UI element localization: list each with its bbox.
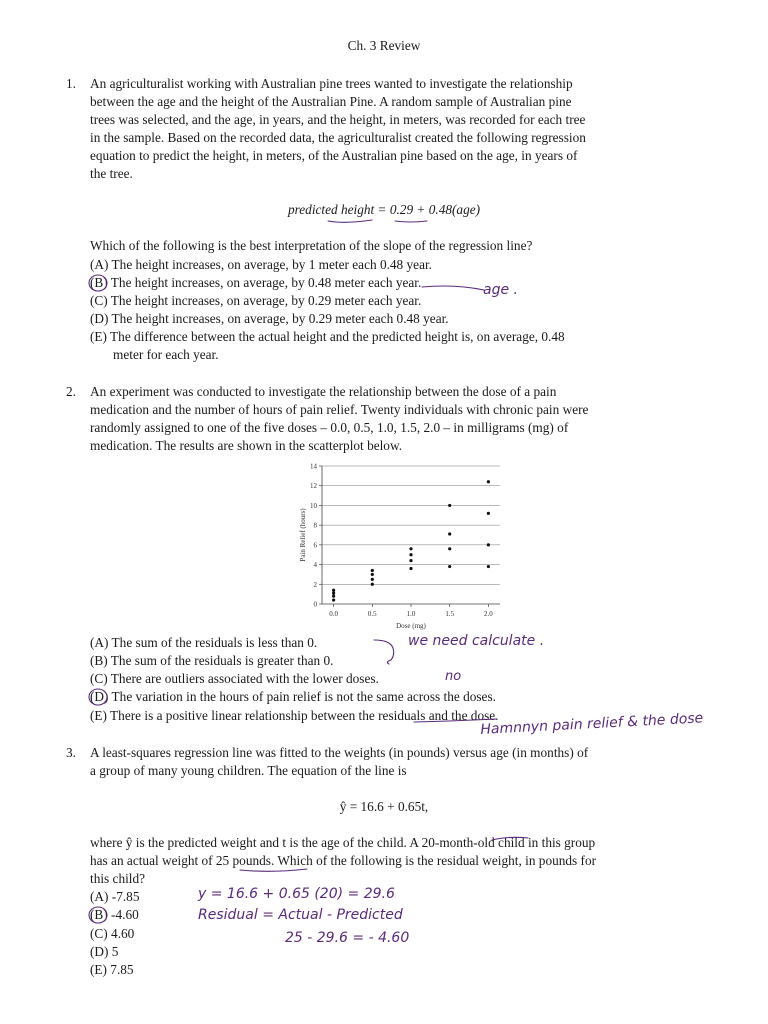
q1-option-e: (E) The difference between the actual height and the predicted height is, on average, 0.48: [90, 329, 565, 344]
q2-text-line: medication. The results are shown in the scatterplot below.: [90, 438, 403, 453]
q1-option-c: (C) The height increases, on average, by 0.29 meter each year.: [90, 293, 422, 308]
y-tick-label: 12: [310, 482, 317, 491]
question-3-number: 3.: [66, 745, 76, 760]
data-point: [409, 559, 412, 562]
q1-text-line: in the sample. Based on the recorded data, the agriculturalist created the following regression: [90, 130, 586, 145]
y-tick-label: 6: [313, 541, 317, 550]
x-tick-label: 2.0: [484, 610, 493, 618]
chart-gridlines: [322, 466, 500, 584]
handwritten-no-note: no: [445, 669, 462, 684]
q3-option-b: (B) -4.60: [90, 907, 139, 922]
q2-option-e: (E) There is a positive linear relationship between the residuals and the dose.: [90, 708, 499, 723]
pain-relief-scatterplot: [290, 458, 520, 634]
q1-text-line: the tree.: [90, 166, 133, 181]
y-tick-label: 10: [310, 501, 317, 510]
handwritten-calc-line-1: y = 16.6 + 0.65 (20) = 29.6: [198, 886, 395, 902]
q3-text-line: a group of many young children. The equation of the line is: [90, 763, 407, 778]
data-point: [487, 565, 490, 568]
y-axis-label: Pain Relief (hours): [299, 508, 307, 562]
handwritten-age-note: age .: [483, 282, 518, 298]
data-point: [409, 553, 412, 556]
page-title: Ch. 3 Review: [347, 38, 421, 53]
x-tick-label: 0.5: [367, 610, 377, 618]
data-point: [487, 543, 490, 546]
q1-text-line: equation to predict the height, in meters, of the Australian pine based on the age, in years of: [90, 148, 578, 163]
question-2-number: 2.: [66, 384, 76, 399]
arrow-age: [422, 286, 484, 290]
q1-option-e-continued: meter for each year.: [113, 347, 219, 362]
y-tick-label: 4: [313, 561, 317, 570]
y-tick-label: 0: [313, 600, 317, 609]
q2-option-a: (A) The sum of the residuals is less than 0.: [90, 635, 318, 650]
y-tick-label: 8: [313, 521, 317, 530]
q2-option-b: (B) The sum of the residuals is greater than 0.: [90, 653, 334, 668]
data-point: [371, 573, 374, 576]
q3-text-line: this child?: [90, 871, 146, 886]
data-point: [371, 569, 374, 572]
q3-text-line: A least-squares regression line was fitted to the weights (in pounds) versus age (in months) of: [90, 745, 589, 760]
q2-text-line: An experiment was conducted to investigate the relationship between the dose of a pain: [90, 384, 557, 399]
y-tick-label: 14: [310, 462, 317, 471]
q3-option-a: (A) -7.85: [90, 889, 140, 904]
data-point: [487, 512, 490, 515]
q1-text-line: An agriculturalist working with Australian pine trees wanted to investigate the relationship: [90, 76, 573, 91]
q1-text-line: between the age and the height of the Australian Pine. A random sample of Australian pine: [90, 94, 572, 109]
q2-text-line: medication and the number of hours of pain relief. Twenty individuals with chronic pain were: [90, 402, 589, 417]
handwritten-calc-line-3: 25 - 29.6 = - 4.60: [285, 930, 410, 946]
data-point: [409, 567, 412, 570]
q3-option-e: (E) 7.85: [90, 962, 134, 977]
underline-25-pounds: [240, 869, 307, 871]
x-tick-label: 1.0: [406, 610, 416, 618]
underline-slope: [395, 221, 427, 222]
q1-option-b: (B) The height increases, on average, by 0.48 meter each year.: [90, 275, 422, 290]
data-point: [448, 547, 451, 550]
q3-text-line: where ŷ is the predicted weight and t is the age of the child. A 20-month-old child in this group: [90, 835, 596, 850]
question-1-number: 1.: [66, 76, 76, 91]
data-point: [332, 589, 335, 592]
data-point: [448, 532, 451, 535]
q3-option-d: (D) 5: [90, 944, 119, 959]
data-point: [448, 565, 451, 568]
q3-option-c: (C) 4.60: [90, 926, 135, 941]
q1-option-d: (D) The height increases, on average, by 0.29 meter each 0.48 year.: [90, 311, 449, 326]
q1-text-line: trees was selected, and the age, in years, and the height, in meters, was recorded for each tree: [90, 112, 586, 127]
q3-equation: ŷ = 16.6 + 0.65t,: [339, 799, 429, 814]
data-point: [371, 578, 374, 581]
y-tick-label: 2: [313, 580, 317, 589]
data-point: [487, 480, 490, 483]
data-point: [409, 547, 412, 550]
underline-height: [328, 220, 372, 222]
bracket-ab: [374, 640, 394, 664]
x-tick-label: 1.5: [445, 610, 455, 618]
q2-option-c: (C) There are outliers associated with the lower doses.: [90, 671, 379, 686]
handwritten-calc-line-2: Residual = Actual - Predicted: [198, 907, 403, 923]
q1-prompt: Which of the following is the best interpretation of the slope of the regression line?: [90, 238, 533, 253]
q1-equation: predicted height = 0.29 + 0.48(age): [287, 202, 481, 217]
x-axis-label: Dose (mg): [396, 622, 426, 630]
data-point: [332, 592, 335, 595]
data-point: [448, 504, 451, 507]
x-tick-label: 0.0: [329, 610, 338, 618]
data-point: [371, 583, 374, 586]
q2-option-d: (D) The variation in the hours of pain relief is not the same across the doses.: [90, 689, 496, 704]
q1-option-a: (A) The height increases, on average, by 1 meter each 0.48 year.: [90, 257, 433, 272]
q2-text-line: randomly assigned to one of the five doses – 0.0, 0.5, 1.0, 1.5, 2.0 – in milligrams (mg) of: [90, 420, 569, 435]
handwritten-calc-note: we need calculate .: [408, 633, 545, 649]
handwritten-relationship-note: Hamnnyn pain relief & the dose: [480, 710, 704, 738]
data-point: [332, 595, 335, 598]
q3-text-line: has an actual weight of 25 pounds. Which of the following is the residual weight, in pounds for: [90, 853, 597, 868]
data-point: [332, 598, 335, 601]
